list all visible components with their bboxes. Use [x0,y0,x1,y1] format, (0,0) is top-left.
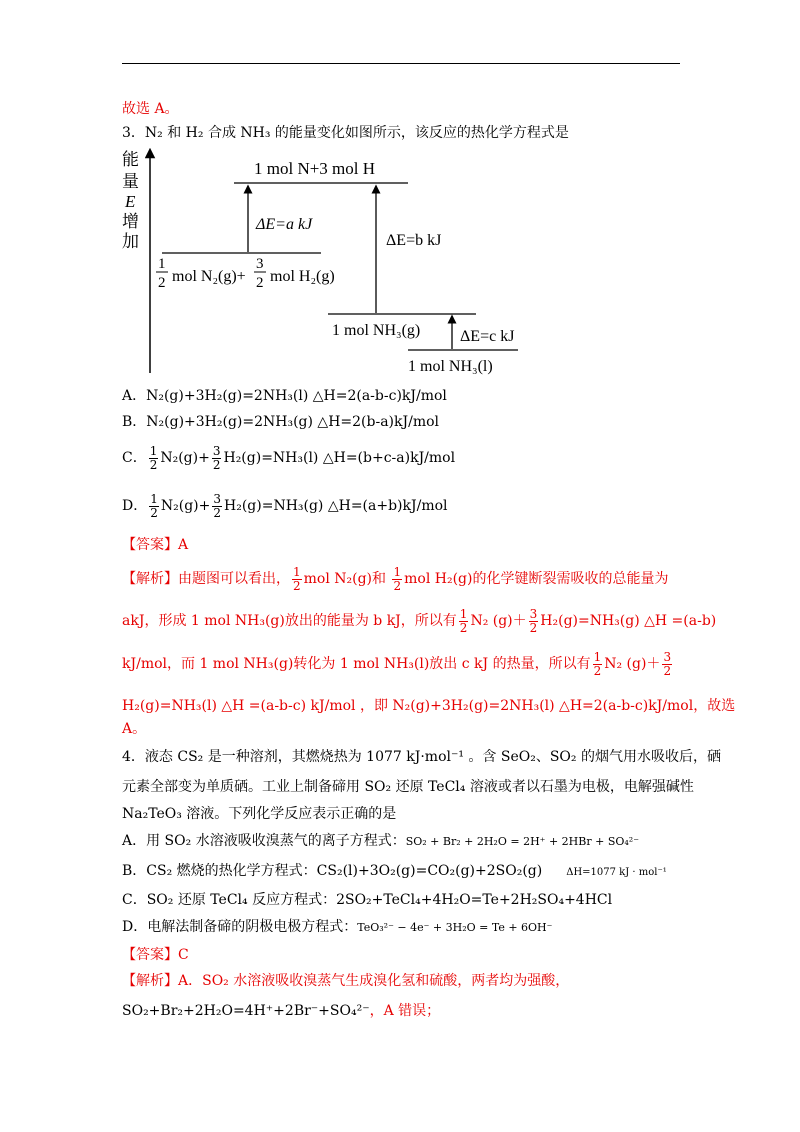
question-4-stem-1: 4．液态 CS₂ 是一种溶剂，其燃烧热为 1077 kJ·mol⁻¹ 。含 SeO₂、SO₂ 的烟气用水吸收后，硒 [122,749,721,765]
option-b-enthalpy: ΔH=1077 kJ · mol⁻¹ [566,867,667,878]
analysis-verdict: ，A 错误； [369,1003,441,1019]
option-c-text-2: H₂(g)=NH₃(l) △H=(b+c-a)kJ/mol [223,450,456,466]
analysis-text: mol H₂(g)的化学键断裂需吸收的总能量为 [404,571,669,587]
option-a-equation: SO₂ + Br₂ + 2H₂O = 2H⁺ + 2HBr + SO₄²⁻ [405,835,639,848]
fraction-three-halves: $\frac{3}{2}$ [213,491,221,520]
delta-c-label: ΔE=c kJ [460,328,515,345]
question-3-stem: 3．N₂ 和 H₂ 合成 NH₃ 的能量变化如图所示，该反应的热化学方程式是 [122,125,569,141]
delta-a-label: ΔE=a kJ [256,216,313,233]
y-axis-label-char: 能 [122,150,139,169]
fraction-half: $\frac{1}{2}$ [293,564,301,593]
previous-answer-line: 故选 A。 [122,101,179,117]
frac-three-den: 2 [256,275,264,291]
fraction-half: $\frac{1}{2}$ [459,606,468,635]
q3-option-b: B．N₂(g)+3H₂(g)=2NH₃(g) △H=2(b-a)kJ/mol [122,414,439,430]
option-text: A．用 SO₂ 水溶液吸收溴蒸气的离子方程式： [122,833,406,849]
question-4-stem-2: 元素全部变为单质硒。工业上制备碲用 SO₂ 还原 TeCl₄ 溶液或者以石墨为电极，电解强碱性 [122,779,694,795]
fraction-three-halves: $\frac{3}{2}$ [212,443,221,472]
q4-analysis-line-2 [122,1002,440,1020]
option-text: D．电解法制备碲的阴极电极方程式： [122,919,358,935]
analysis-text: N₂ (g)＋ [604,656,661,672]
q3-answer: 【答案】A [122,537,189,553]
option-c-text-1: N₂(g)+ [160,450,210,466]
q3-analysis-line-1 [122,563,668,595]
question-4-stem-3: Na₂TeO₃ 溶液。下列化学反应表示正确的是 [122,806,397,822]
level-reactants-label: mol N₂(g)+ [172,268,246,285]
y-axis-label-char: 量 [122,172,139,191]
analysis-text: 【解析】由题图可以看出， [122,571,290,587]
fraction-half: $\frac{1}{2}$ [149,443,158,472]
q4-option-c: C．SO₂ 还原 TeCl₄ 反应方程式：2SO₂+TeCl₄+4H₂O=Te+2H₂SO₄+4HCl [122,892,613,908]
q4-option-a [122,832,639,851]
energy-level-diagram [118,145,538,380]
analysis-text: kJ/mol，而 1 mol NH₃(g)转化为 1 mol NH₃(l)放出 c kJ 的热量，所以有 [122,656,591,672]
q3-analysis-line-5: A。 [122,721,147,737]
analysis-text: mol N₂(g)和 [303,571,387,587]
q4-option-d [122,918,552,937]
q3-option-a: A．N₂(g)+3H₂(g)=2NH₃(l) △H=2(a-b-c)kJ/mol [122,388,447,404]
y-axis-label-char: 加 [122,232,139,251]
q3-option-c [122,442,455,474]
analysis-equation: SO₂+Br₂+2H₂O=4H⁺+2Br⁻+SO₄²⁻ [122,1003,370,1019]
analysis-text: N₂ (g)＋ [470,613,527,629]
option-c-prefix: C． [122,450,147,466]
q3-option-d [122,490,448,522]
q3-analysis-line-3 [122,648,674,680]
option-d-equation: TeO₃²⁻ − 4e⁻ + 3H₂O = Te + 6OH⁻ [357,921,553,934]
q4-option-b [122,862,667,882]
q4-answer: 【答案】C [122,947,189,963]
fraction-half: $\frac{1}{2}$ [150,491,158,520]
frac-half-den: 2 [158,275,166,291]
level-reactants-label-2: mol H₂(g) [270,268,335,285]
fraction-three-halves: $\frac{3}{2}$ [663,649,672,678]
frac-half-num: 1 [158,256,166,272]
option-text: B．CS₂ 燃烧的热化学方程式：CS₂(l)+3O₂(g)=CO₂(g)+2SO₂(g) [122,863,543,879]
frac-three-num: 3 [256,256,264,272]
option-d-prefix: D． [122,498,148,514]
analysis-text: akJ，形成 1 mol NH₃(g)放出的能量为 b kJ，所以有 [122,613,457,629]
option-d-text-2: H₂(g)=NH₃(g) △H=(a+b)kJ/mol [224,498,448,514]
y-axis-label-char: 增 [122,212,139,231]
option-d-text-1: N₂(g)+ [160,498,211,514]
level-nh3g-label: 1 mol NH₃(g) [332,322,421,339]
fraction-half: $\frac{1}{2}$ [593,649,602,678]
q3-analysis-line-4: H₂(g)=NH₃(l) △H =(a-b-c) kJ/mol ，即 N₂(g)+3H₂(g)=2NH₃(l) △H=2(a-b-c)kJ/mol，故选 [122,698,736,714]
fraction-three-halves: $\frac{3}{2}$ [529,606,538,635]
q3-analysis-line-2 [122,605,716,637]
header-rule [122,63,680,64]
level-nh3l-label: 1 mol NH₃(l) [408,358,493,375]
fraction-half: $\frac{1}{2}$ [393,564,402,593]
level-top-label: 1 mol N+3 mol H [254,159,376,178]
delta-b-label: ΔE=b kJ [386,232,442,249]
y-axis-label-char: E [125,192,136,211]
analysis-text: H₂(g)=NH₃(g) △H =(a-b) [540,613,717,629]
q4-analysis-line-1: 【解析】A．SO₂ 水溶液吸收溴蒸气生成溴化氢和硫酸，两者均为强酸， [122,973,570,989]
